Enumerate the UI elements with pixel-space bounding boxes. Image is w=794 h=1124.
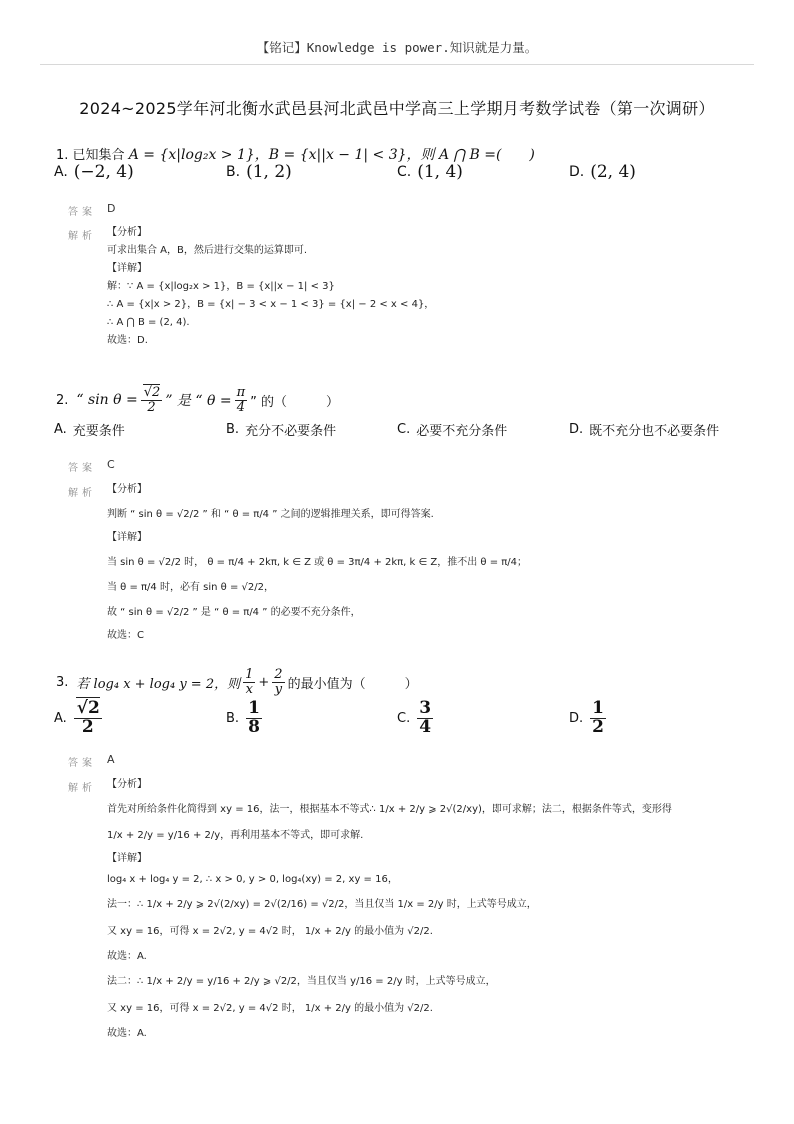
question-3-options	[54, 700, 774, 740]
fraction-sqrt2-over-2: $\frac{√2}{2}$	[74, 700, 102, 737]
fraction-sqrt2-over-2: $\frac{√2}{2}$	[141, 386, 163, 414]
question-text: ” 的（ ）	[250, 394, 340, 410]
analysis-label: 解析	[68, 488, 96, 499]
question-text: 已知集合	[72, 148, 125, 163]
question-text: 若 log₄ x + log₄ y = 2，则	[76, 676, 241, 692]
option-d[interactable]: D. $\frac{1}{2}$	[569, 698, 604, 737]
answer-label: 答案	[68, 207, 96, 218]
fraction-3-over-4: $\frac{3}{4}$	[419, 698, 432, 737]
fraction-2-over-y: $\frac{2}{y}$	[274, 667, 283, 697]
question-number: 2.	[56, 392, 69, 408]
option-b[interactable]: B. $\frac{1}{8}$	[226, 698, 260, 737]
option-a[interactable]: A. $\frac{√2}{2}$	[54, 698, 100, 737]
option-c[interactable]: C. $\frac{3}{4}$	[397, 698, 432, 737]
option-c[interactable]: C. (1, 4)	[397, 162, 463, 182]
question-2-solution: 【分析】 判断 “ sin θ = √2/2 ” 和 “ θ = π/4 ” 之间的逻辑推理关系，即可得答案. 【详解】 当 sin θ = √2/2 时， θ = π/4 + 2kπ, k ∈ Z 或 θ = 3π/4 + 2kπ, k ∈ Z，推不出 θ = π/4； 当 θ = π/4 时，必有 sin θ = √2/2， 故 “ sin θ = √2/2 ” 是 “ θ = π/4 ” 的必要不充分条件， 故选：C	[107, 484, 528, 641]
question-number: 1.	[56, 148, 69, 163]
option-d[interactable]: D. 既不充分也不必要条件	[569, 422, 720, 439]
question-1-stem	[56, 144, 535, 164]
answer-label: 答案	[68, 463, 96, 474]
answer-value: C	[107, 458, 115, 471]
answer-value: D	[107, 202, 116, 215]
question-3-stem: 3. 若 log₄ x + log₄ y = 2，则 $\frac{1}{x}$ + $\frac{2}{y}$ 的最小值为（ ）	[56, 667, 418, 697]
question-number: 3.	[56, 674, 69, 690]
answer-value: A	[107, 753, 115, 766]
option-c[interactable]: C. 必要不充分条件	[397, 422, 508, 439]
option-a[interactable]: A. (−2, 4)	[54, 162, 134, 182]
option-b[interactable]: B. (1, 2)	[226, 162, 292, 182]
question-text: “ sin θ =	[76, 392, 138, 409]
option-a[interactable]: A. 充要条件	[54, 422, 125, 439]
question-2-stem	[56, 386, 339, 414]
question-2-options	[54, 420, 774, 450]
option-d[interactable]: D. (2, 4)	[569, 162, 636, 182]
question-text: 的最小值为（ ）	[287, 676, 418, 692]
fraction-1-over-8: $\frac{1}{8}$	[248, 698, 260, 737]
page-title: 2024~2025学年河北衡水武邑县河北武邑中学高三上学期月考数学试卷（第一次调研）	[79, 99, 715, 118]
fraction-1-over-2: $\frac{1}{2}$	[592, 698, 604, 737]
question-math: A = {x|log₂x > 1}，B = {x||x − 1| < 3}，则 A ⋂ B =( )	[128, 147, 535, 163]
header-divider	[40, 64, 754, 65]
fraction-pi-over-4: $\frac{\pi}{4}$	[236, 385, 246, 415]
answer-label: 答案	[68, 758, 96, 769]
question-3-solution: 【分析】 首先对所给条件化简得到 xy = 16，法一，根据基本不等式∴ 1/x + 2/y ⩾ 2√(2/xy)，即可求解；法二，根据条件等式，变形得 1/x + 2/y = y/16 + 2/y，再利用基本不等式，即可求解. 【详解】 log₄ x + log₄ y = 2, ∴ x > 0, y > 0, log₄(xy) = 2, xy = 16， 法一：∴ 1/x + 2/y ⩾ 2√(2/xy) = 2√(2/16) = √2/2，当且仅当 1/x = 2/y 时，上式等号成立， 又 xy = 16，可得 x = 2√2, y = 4√2 时， 1/x + 2/y 的最小值为 √2/2. 故选：A. 法二：∴ 1/x + 2/y = y/16 + 2/y ⩾ √2/2，当且仅当 y/16 = 2/y 时，上式等号成立， 又 xy = 16，可得 x = 2√2, y = 4√2 时， 1/x + 2/y 的最小值为 √2/2. 故选：A.	[107, 779, 672, 1039]
analysis-label: 解析	[68, 231, 96, 242]
fraction-1-over-x: $\frac{1}{x}$	[245, 667, 254, 697]
question-1-options	[54, 162, 774, 192]
option-b[interactable]: B. 充分不必要条件	[226, 422, 337, 439]
header-motto: 【铭记】Knowledge is power.知识就是力量。	[256, 40, 538, 55]
question-text: ” 是 “ θ =	[165, 393, 232, 410]
analysis-label: 解析	[68, 783, 96, 794]
question-1-solution: 【分析】 可求出集合 A，B，然后进行交集的运算即可. 【详解】 解：∵ A = {x|log₂x > 1}，B = {x||x − 1| < 3} ∴ A = {x|x > 2}，B = {x| − 3 < x − 1 < 3} = {x| − 2 < x < 4}， ∴ A ⋂ B = (2, 4). 故选：D.	[107, 227, 435, 346]
